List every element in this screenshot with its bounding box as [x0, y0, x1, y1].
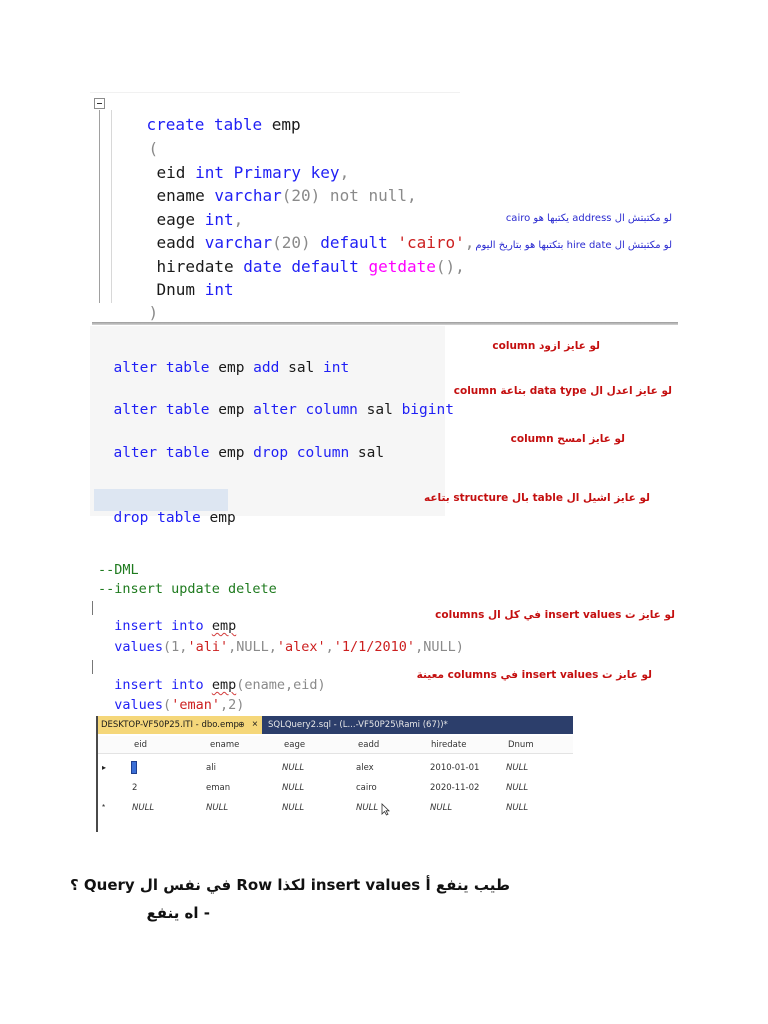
- column-name: hiredate: [156, 257, 234, 276]
- cell-eadd[interactable]: cairo: [356, 783, 377, 793]
- code-line-drop-column: [96, 426, 384, 462]
- code-line-alter-column: [96, 383, 454, 419]
- string-literal: 'alex': [276, 639, 326, 655]
- comment-dml: --DML: [98, 562, 139, 578]
- close-tab-icon[interactable]: ×: [252, 719, 258, 730]
- cell-dnum[interactable]: NULL: [506, 783, 529, 793]
- identifier: emp: [209, 402, 254, 418]
- punctuation: (20): [272, 233, 311, 252]
- cell-hiredate[interactable]: 2020-11-02: [430, 783, 480, 793]
- keyword: varchar: [195, 233, 273, 252]
- punctuation: ,NULL,: [228, 639, 277, 655]
- keyword: values: [114, 639, 164, 655]
- table-row-new[interactable]: [98, 798, 573, 818]
- column-name: eadd: [156, 233, 196, 252]
- column-name: eage: [156, 210, 196, 229]
- results-grid-window: [96, 716, 571, 832]
- answer-text: - اه ينفع: [146, 904, 210, 922]
- punctuation: (20): [281, 186, 321, 205]
- punctuation: (),: [435, 257, 465, 276]
- keyword: alter column: [253, 402, 358, 418]
- punctuation: (: [163, 697, 172, 713]
- code-line-values2: [98, 678, 244, 714]
- cell-ename[interactable]: eman: [206, 783, 231, 793]
- keyword: int: [323, 360, 350, 376]
- keyword: int: [195, 280, 234, 299]
- column-header-eage[interactable]: eage: [284, 740, 306, 750]
- string-literal: 'eman': [171, 697, 220, 713]
- punctuation: ): [148, 303, 159, 322]
- keyword: create table: [146, 115, 263, 134]
- punctuation: ,2): [219, 697, 245, 713]
- cell-eid[interactable]: 2: [132, 783, 138, 793]
- cell-eid[interactable]: NULL: [132, 803, 155, 813]
- note-hiredate-default: لو مكتبتش ال hire date بتكتبها هو بتاريخ اليوم: [475, 240, 672, 251]
- keyword: alter table: [113, 402, 210, 418]
- code-line-alter-add: [96, 341, 349, 377]
- question-text: طيب ينفع أ insert values لكذا Row في نفس ال Query ؟: [69, 876, 510, 894]
- identifier: emp: [209, 445, 254, 461]
- keyword: insert into: [114, 677, 204, 693]
- identifier: emp: [200, 510, 236, 526]
- punctuation: ,: [325, 639, 334, 655]
- keyword: varchar: [204, 186, 282, 205]
- current-row-indicator-icon: ▸: [102, 763, 107, 772]
- table-name: emp: [211, 618, 237, 634]
- tab-sqlquery2[interactable]: [266, 716, 466, 734]
- keyword: insert into: [114, 618, 204, 634]
- table-row[interactable]: [98, 758, 573, 778]
- cell-eadd[interactable]: alex: [356, 763, 374, 773]
- punctuation: (: [148, 139, 159, 158]
- keyword-gray: not null: [320, 186, 407, 205]
- punctuation: ,: [233, 210, 244, 229]
- grid-header-row: [98, 736, 573, 754]
- note-insert-some-columns: لو عايز ت insert values في columns معينة: [416, 669, 652, 681]
- keyword: add: [253, 360, 280, 376]
- cell-eage[interactable]: NULL: [282, 763, 305, 773]
- note-eadd-default: لو مكتبتش ال address يكتبها هو cairo: [505, 213, 672, 224]
- code-line-drop-table: [96, 491, 236, 527]
- column-header-eid[interactable]: eid: [134, 740, 147, 750]
- punctuation: ,: [407, 186, 417, 205]
- string-literal: '1/1/2010': [333, 639, 416, 655]
- note-drop-column: لو عايز امسح column: [510, 433, 625, 445]
- selected-cell[interactable]: [131, 761, 137, 774]
- column-name: eid: [156, 163, 186, 182]
- table-row[interactable]: [98, 778, 573, 798]
- function-name: getdate: [368, 257, 436, 276]
- cell-eage[interactable]: NULL: [282, 783, 305, 793]
- note-alter-datatype: لو عايز اعدل ال data type بتاعة column: [453, 385, 672, 397]
- identifier: sal: [279, 360, 324, 376]
- tab-dbo-emp[interactable]: [98, 716, 262, 734]
- pin-icon[interactable]: ⊕: [238, 720, 245, 729]
- note-add-column: لو عايز ازود column: [492, 340, 600, 352]
- collapse-toggle-icon[interactable]: [94, 98, 105, 109]
- tab-label: DESKTOP-VF50P25.ITI - dbo.emp: [101, 720, 239, 730]
- cell-ename[interactable]: ali: [206, 763, 216, 773]
- identifier: emp: [262, 115, 301, 134]
- column-header-ename[interactable]: ename: [210, 740, 240, 750]
- identifier: sal: [357, 402, 402, 418]
- code-gutter: [90, 93, 110, 305]
- keyword: drop table: [113, 510, 201, 526]
- mouse-pointer-icon: [381, 803, 390, 816]
- keyword: alter table: [113, 445, 210, 461]
- identifier: emp: [209, 360, 254, 376]
- keyword: values: [114, 697, 164, 713]
- column-header-hiredate[interactable]: hiredate: [431, 740, 467, 750]
- punctuation: ,: [464, 233, 475, 252]
- section-divider: [92, 322, 678, 325]
- punctuation: (1,: [163, 639, 188, 655]
- cell-hiredate[interactable]: 2010-01-01: [430, 763, 480, 773]
- cell-ename[interactable]: NULL: [206, 803, 229, 813]
- keyword: int: [195, 210, 234, 229]
- keyword: bigint: [401, 402, 454, 418]
- create-table-code-block: [90, 92, 475, 322]
- editor-tab-bar: [98, 716, 573, 734]
- cell-dnum[interactable]: NULL: [506, 803, 529, 813]
- keyword: int Primary key: [185, 163, 340, 182]
- comment-insert-update-delete: --insert update delete: [98, 581, 277, 597]
- punctuation: ,NULL): [415, 639, 464, 655]
- keyword: date default: [233, 257, 369, 276]
- tab-label: SQLQuery2.sql - (L...-VF50P25\Rami (67))*: [268, 720, 448, 730]
- cell-eage[interactable]: NULL: [282, 803, 305, 813]
- string-literal: 'cairo': [397, 233, 465, 252]
- column-list: (ename,eid): [236, 677, 326, 693]
- note-drop-table: لو عايز اشيل ال table بال structure بتاعه: [423, 492, 650, 504]
- keyword: alter table: [113, 360, 210, 376]
- string-literal: 'ali': [187, 639, 229, 655]
- keyword: drop column: [253, 445, 350, 461]
- new-row-indicator-icon: *: [102, 803, 106, 812]
- code-line-values1: [98, 620, 464, 656]
- note-insert-all-columns: لو عايز ت insert values في كل ال columns: [435, 609, 675, 621]
- column-name: ename: [156, 186, 205, 205]
- cell-eadd[interactable]: NULL: [356, 803, 379, 813]
- column-header-eadd[interactable]: eadd: [358, 740, 380, 750]
- table-name: emp: [211, 677, 237, 693]
- column-header-dnum[interactable]: Dnum: [508, 740, 534, 750]
- identifier: sal: [349, 445, 385, 461]
- outline-line: [99, 110, 100, 303]
- cell-dnum[interactable]: NULL: [506, 763, 529, 773]
- keyword: default: [310, 233, 398, 252]
- cell-hiredate[interactable]: NULL: [430, 803, 453, 813]
- punctuation: ,: [339, 163, 350, 182]
- column-name: Dnum: [156, 280, 196, 299]
